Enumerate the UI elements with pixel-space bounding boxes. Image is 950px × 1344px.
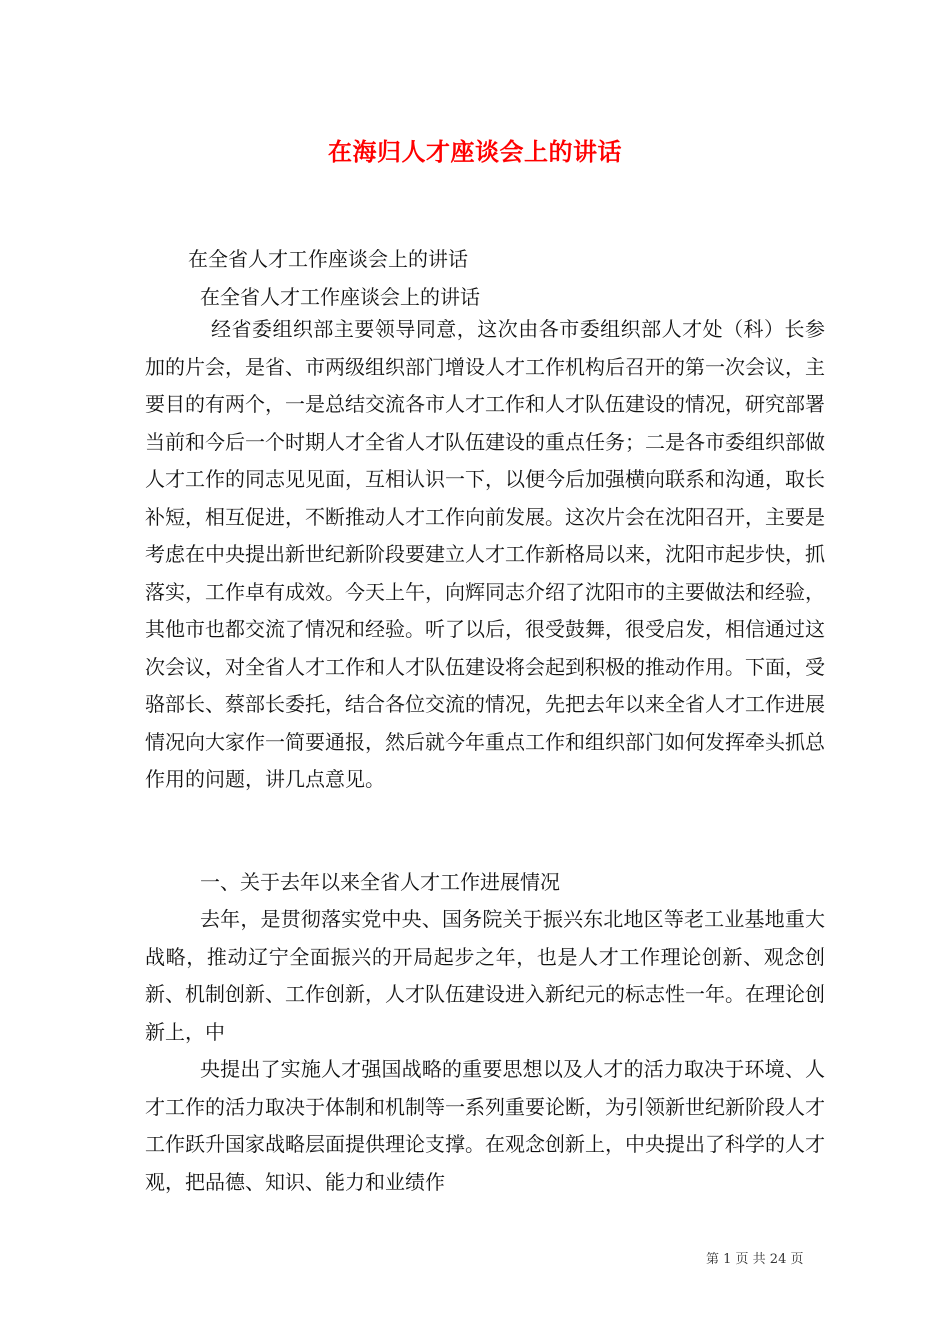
body-paragraph-2: 去年，是贯彻落实党中央、国务院关于振兴东北地区等老工业基地重大战略，推动辽宁全面振兴的开局起步之年，也是人才工作理论创新、观念创新、机制创新、工作创新，人才队伍建设进入新纪元的标志性一年。在理论创新上，中 — [145, 907, 825, 1044]
section-heading-1: 一、关于去年以来全省人才工作进展情况 — [200, 870, 560, 894]
body-paragraph-1: 经省委组织部主要领导同意，这次由各市委组织部人才处（科）长参加的片会，是省、市两级组织部门增设人才工作机构后召开的第一次会议，主要目的有两个，一是总结交流各市人才工作和人才队伍建设的情况，研究部署当前和今后一个时期人才全省人才队伍建设的重点任务；二是各市委组织部做人才工作的同志见见面，互相认识一下，以便今后加强横向联系和沟通，取长补短，相互促进，不断推动人才工作向前发展。这次片会在沈阳召开，主要是考虑在中央提出新世纪新阶段要建立人才工作新格局以来，沈阳市起步快，抓落实，工作卓有成效。今天上午，向辉同志介绍了沈阳市的主要做法和经验，其他市也都交流了情况和经验。听了以后，很受鼓舞，很受启发，相信通过这次会议，对全省人才工作和人才队伍建设将会起到积极的推动作用。下面，受骆部长、蔡部长委托，结合各位交流的情况，先把去年以来全省人才工作进展情况向大家作一简要通报，然后就今年重点工作和组织部门如何发挥牵头抓总作用的问题，讲几点意见。 — [145, 317, 825, 791]
page-number-footer: 第 1 页 共 24 页 — [706, 1252, 804, 1267]
document-title: 在海归人才座谈会上的讲话 — [328, 137, 622, 166]
subtitle-line-1: 在全省人才工作座谈会上的讲话 — [188, 247, 468, 271]
body-paragraph-3: 央提出了实施人才强国战略的重要思想以及人才的活力取决于环境、人才工作的活力取决于体制和机制等一系列重要论断，为引领新世纪新阶段人才工作跃升国家战略层面提供理论支撑。在观念创新上，中央提出了科学的人才观，把品德、知识、能力和业绩作 — [145, 1057, 825, 1194]
subtitle-line-2: 在全省人才工作座谈会上的讲话 — [200, 285, 480, 309]
